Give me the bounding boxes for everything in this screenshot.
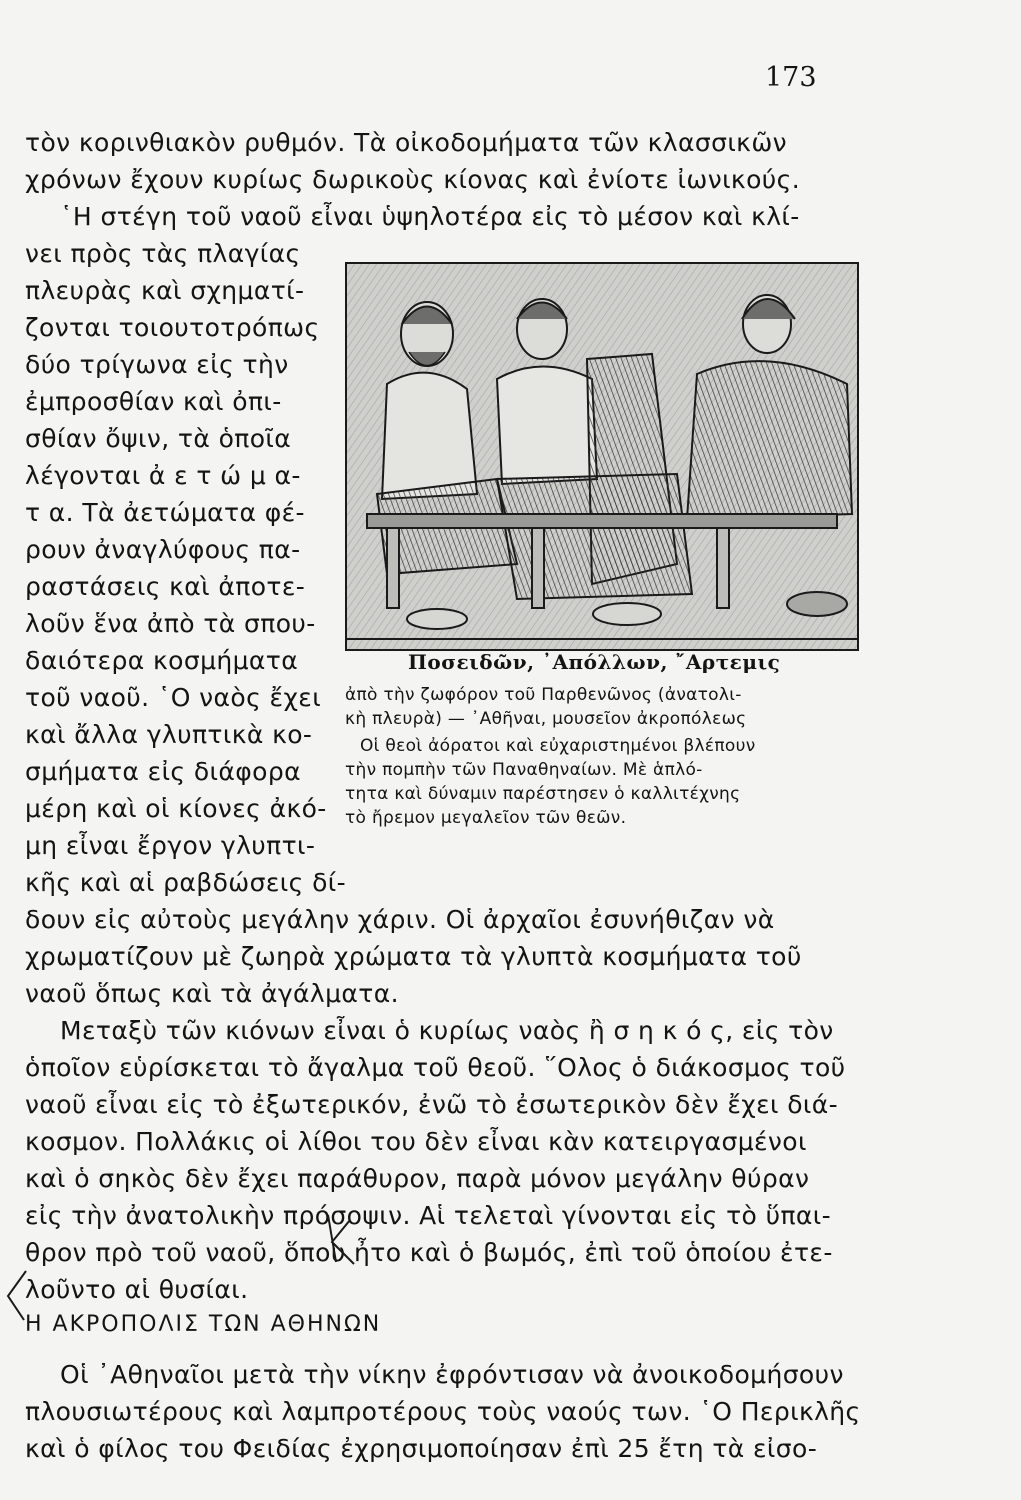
body-line: λέγονται ἀ ε τ ώ μ α- [25,461,301,490]
body-line: δουν εἰς αὐτοὺς μεγάλην χάριν. Οἱ ἀρχαῖοι ἐσυνήθιζαν νὰ [25,905,775,934]
body-line: τ α. Τὰ ἀετώματα φέ- [25,498,305,527]
body-line: χρωματίζουν μὲ ζωηρὰ χρώματα τὰ γλυπτὰ κοσμήματα τοῦ [25,942,802,971]
body-line: τὸν κορινθιακὸν ρυθμόν. Τὰ οἰκοδομήματα τῶν κλασσικῶν [25,128,788,157]
body-line: εἰς τὴν ἀνατολικὴν πρόσοψιν. Αἱ τελεταὶ γίνονται εἰς τὸ ὕπαι- [25,1201,832,1230]
body-line: νει πρὸς τὰς πλαγίας [25,239,301,268]
body-line: κῆς καὶ αἱ ραβδώσεις δί- [25,868,347,897]
body-line: σθίαν ὄψιν, τὰ ὁποῖα [25,424,292,453]
body-line: σμήματα εἰς διάφορα [25,757,302,786]
body-line: Μεταξὺ τῶν κιόνων εἶναι ὁ κυρίως ναὸς ἢ σ η κ ό ς, εἰς τὸν [60,1016,834,1045]
caption-line: κὴ πλευρὰ) — ᾿Αθῆναι, μουσεῖον ἀκροπόλεως [345,709,747,729]
body-line: ναοῦ ὅπως καὶ τὰ ἀγάλματα. [25,979,399,1008]
caption-line: τὸ ἤρεμον μεγαλεῖον τῶν θεῶν. [345,808,627,828]
body-line: ζονται τοιουτοτρόπως [25,313,320,342]
caption-line: τητα καὶ δύναμιν παρέστησεν ὁ καλλιτέχνης [345,784,741,804]
caption-line: ἀπὸ τὴν ζωφόρον τοῦ Παρθενῶνος (ἀνατολι- [345,685,742,705]
body-line: κοσμον. Πολλάκις οἱ λίθοι του δὲν εἶναι κὰν κατειργασμένοι [25,1127,807,1156]
caption-line: τὴν πομπὴν τῶν Παναθηναίων. Μὲ ἁπλό- [345,760,703,780]
body-line: δύο τρίγωνα εἰς τὴν [25,350,289,379]
body-line: ῾Η στέγη τοῦ ναοῦ εἶναι ὑψηλοτέρα εἰς τὸ μέσον καὶ κλί- [60,202,800,231]
caption-title: Ποσειδῶν, ᾿Απόλλων, ῎Αρτεμις [408,650,781,674]
page-number: 173 [765,62,817,93]
body-line: πλευρὰς καὶ σχηματί- [25,276,305,305]
body-line: χρόνων ἔχουν κυρίως δωρικοὺς κίονας καὶ ἐνίοτε ἰωνικούς. [25,165,801,194]
body-line: λοῦντο αἱ θυσίαι. [25,1275,249,1304]
body-line: μη εἶναι ἔργον γλυπτι- [25,831,316,860]
parthenon-frieze-illustration [345,262,859,651]
body-line: ἐμπροσθίαν καὶ ὀπι- [25,387,282,416]
section-body-line: καὶ ὁ φίλος του Φειδίας ἐχρησιμοποίησαν ἐπὶ 25 ἔτη τὰ εἰσο- [25,1434,818,1463]
section-body-line: Οἱ ᾿Αθηναῖοι μετὰ τὴν νίκην ἐφρόντισαν νὰ ἀνοικοδομήσουν [60,1360,844,1389]
body-line: λοῦν ἕνα ἀπὸ τὰ σπου- [25,609,316,638]
body-line: μέρη καὶ οἱ κίονες ἀκό- [25,794,327,823]
body-line: δαιότερα κοσμήματα [25,646,299,675]
body-line: τοῦ ναοῦ. ῾Ο ναὸς ἔχει [25,683,322,712]
body-line: ὁποῖον εὑρίσκεται τὸ ἄγαλμα τοῦ θεοῦ. ῞Ολος ὁ διάκοσμος τοῦ [25,1053,846,1082]
body-line: ναοῦ εἶναι εἰς τὸ ἐξωτερικόν, ἐνῶ τὸ ἐσωτερικὸν δὲν ἔχει διά- [25,1090,839,1119]
body-line: καὶ ἄλλα γλυπτικὰ κο- [25,720,313,749]
body-line: ραστάσεις καὶ ἀποτε- [25,572,306,601]
body-line: θρον πρὸ τοῦ ναοῦ, ὅπου ἦτο καὶ ὁ βωμός, ἐπὶ τοῦ ὁποίου ἐτε- [25,1238,833,1267]
section-body-line: πλουσιωτέρους καὶ λαμπροτέρους τοὺς ναούς των. ῾Ο Περικλῆς [25,1397,861,1426]
body-line: ρουν ἀναγλύφους πα- [25,535,301,564]
body-line: καὶ ὁ σηκὸς δὲν ἔχει παράθυρον, παρὰ μόνον μεγάλην θύραν [25,1164,810,1193]
caption-line: Οἱ θεοὶ ἀόρατοι καὶ εὐχαριστημένοι βλέπουν [360,736,756,756]
pencil-mark-icon [318,1212,358,1267]
section-heading: Η ΑΚΡΟΠΟΛΙΣ ΤΩΝ ΑΘΗΝΩΝ [25,1312,382,1337]
